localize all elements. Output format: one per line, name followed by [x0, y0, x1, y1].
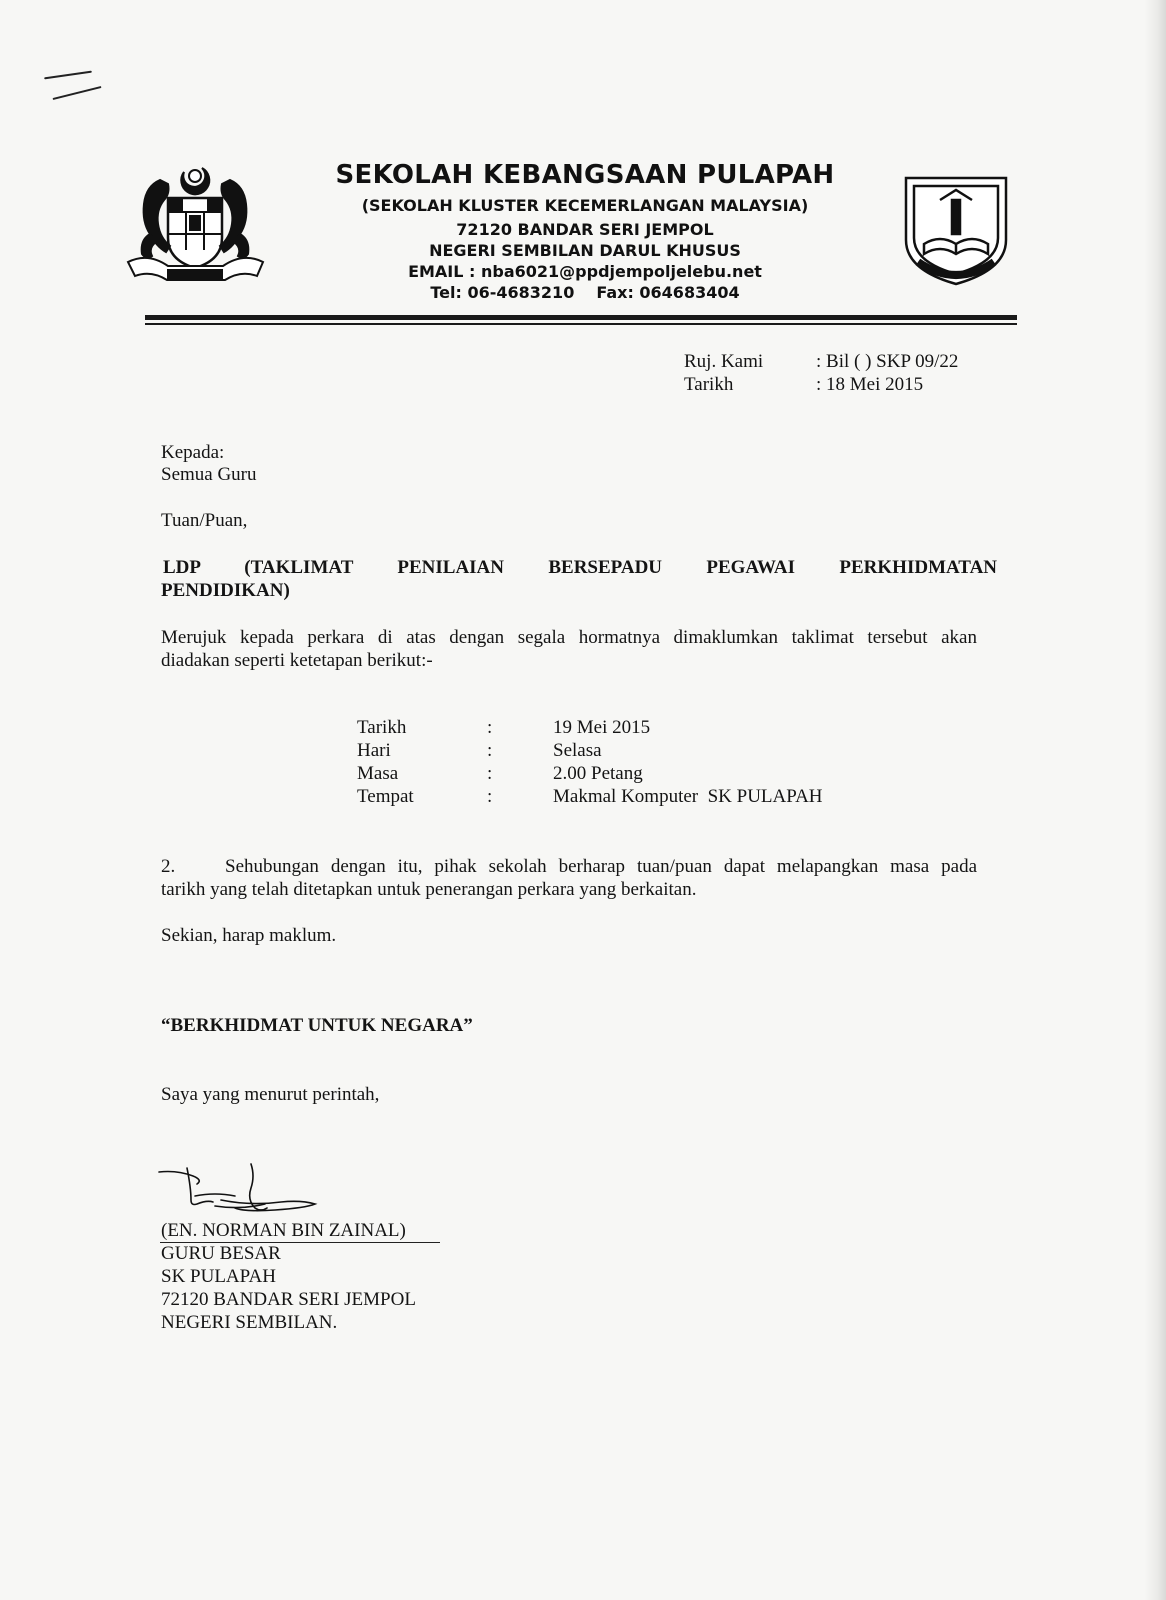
school-subtitle: (SEKOLAH KLUSTER KECEMERLANGAN MALAYSIA): [361, 196, 809, 215]
recipient-label: Kepada:: [161, 442, 225, 463]
detail-colon: :: [487, 740, 493, 761]
school-fax: Fax: 064683404: [596, 283, 740, 302]
school-logo-icon: [900, 170, 1012, 288]
detail-value: 19 Mei 2015: [553, 717, 651, 738]
school-email: EMAIL : nba6021@ppdjempoljelebu.net: [408, 262, 762, 281]
signatory-address2: NEGERI SEMBILAN.: [161, 1312, 338, 1333]
signoff-intro: Saya yang menurut perintah,: [161, 1084, 380, 1105]
subject-word: PEGAWAI: [706, 557, 796, 578]
reference-label: Ruj. Kami: [684, 351, 764, 372]
date-label: Tarikh: [684, 374, 734, 395]
subject-line2: PENDIDIKAN): [161, 580, 290, 601]
scan-mark-top: [44, 71, 92, 80]
subject-word: PERKHIDMATAN: [839, 557, 998, 578]
subject-word: BERSEPADU: [548, 557, 663, 578]
detail-colon: :: [487, 786, 493, 807]
school-tel: Tel: 06-4683210: [430, 283, 575, 302]
detail-value: Selasa: [553, 740, 602, 761]
school-contact: [290, 283, 880, 302]
paragraph1-line2: diadakan seperti ketetapan berikut:-: [161, 650, 433, 671]
detail-label: Masa: [357, 763, 399, 784]
detail-colon: :: [487, 763, 493, 784]
paragraph2-number: 2.: [161, 856, 176, 877]
subject-word: LDP: [163, 557, 200, 578]
subject-line1: [163, 556, 997, 580]
signatory-school: SK PULAPAH: [161, 1266, 276, 1287]
paragraph2-line1: Sehubungan dengan itu, pihak sekolah berharap tuan/puan dapat melapangkan masa pada: [225, 856, 977, 877]
salutation: Tuan/Puan,: [161, 510, 248, 531]
page-edge-shadow: [1144, 0, 1166, 1600]
paragraph2-line2: tarikh yang telah ditetapkan untuk penerangan perkara yang berkaitan.: [161, 879, 697, 900]
detail-value: Makmal Komputer SK PULAPAH: [553, 786, 823, 807]
signatory-title: GURU BESAR: [161, 1243, 281, 1264]
detail-value: 2.00 Petang: [553, 763, 643, 784]
reference-value: : Bil ( ) SKP 09/22: [816, 351, 959, 372]
signatory-address1: 72120 BANDAR SERI JEMPOL: [161, 1289, 416, 1310]
recipient-name: Semua Guru: [161, 464, 257, 485]
scan-mark-bottom: [53, 86, 102, 100]
school-name: SEKOLAH KEBANGSAAN PULAPAH: [335, 160, 835, 190]
detail-label: Hari: [357, 740, 391, 761]
motto: “BERKHIDMAT UNTUK NEGARA”: [161, 1015, 473, 1036]
subject-word: (TAKLIMAT: [244, 557, 354, 578]
detail-label: Tarikh: [357, 717, 407, 738]
subject-word: PENILAIAN: [397, 557, 504, 578]
detail-colon: :: [487, 717, 493, 738]
coat-of-arms-icon: [120, 150, 270, 300]
date-value: : 18 Mei 2015: [816, 374, 924, 395]
letterhead-divider-thin: [145, 323, 1017, 325]
signatory-name: (EN. NORMAN BIN ZAINAL): [161, 1220, 406, 1241]
school-address-line1: 72120 BANDAR SERI JEMPOL: [456, 220, 714, 239]
school-address-line2: NEGERI SEMBILAN DARUL KHUSUS: [429, 241, 741, 260]
letterhead-divider-thick: [145, 315, 1017, 320]
detail-label: Tempat: [357, 786, 414, 807]
paragraph1-line1: Merujuk kepada perkara di atas dengan segala hormatnya dimaklumkan taklimat tersebut akan: [161, 627, 977, 648]
closing-remark: Sekian, harap maklum.: [161, 925, 337, 946]
